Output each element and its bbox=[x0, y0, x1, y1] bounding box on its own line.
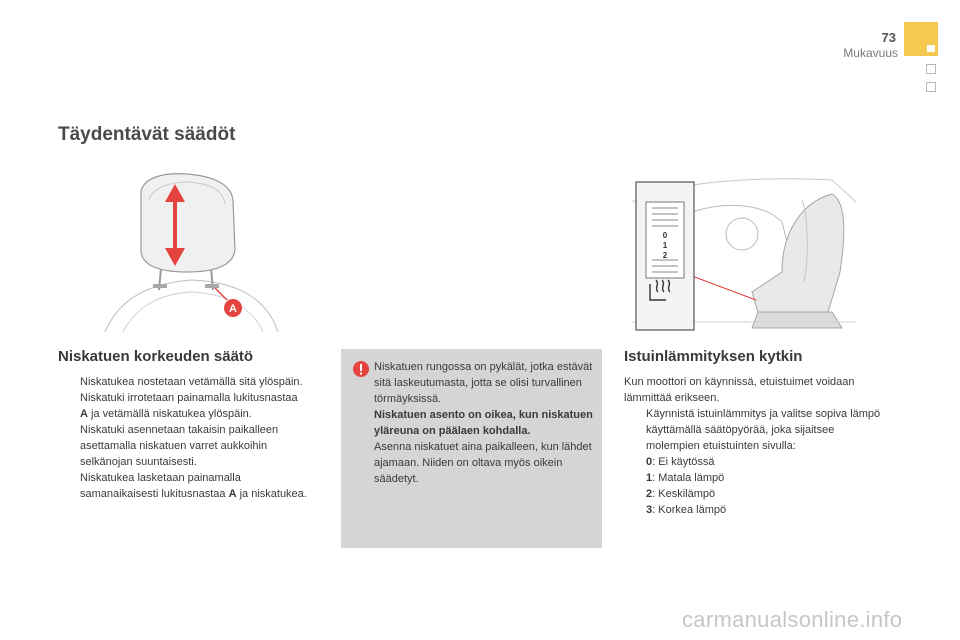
button-a-label: A bbox=[229, 303, 237, 315]
dial-label-1: 1 bbox=[662, 241, 668, 250]
list-item: Käynnistä istuinlämmitys ja valitse sopiva lämpö käyttämällä säätöpyörää, joka sijaitsee molempien etuistuinten sivulla: bbox=[646, 408, 881, 452]
nav-square-2[interactable] bbox=[926, 82, 936, 92]
list-item: 1: Matala lämpö bbox=[646, 472, 725, 484]
warning-icon bbox=[353, 361, 369, 377]
list-item: Niskatuki asennetaan takaisin paikalleen asettamalla niskatuen varret aukkoihin selkänojan suuntaisesti. bbox=[80, 424, 279, 468]
warning-paragraph-1: Niskatuen rungossa on pykälät, jotka estävät sitä laskeutumasta, jotta se olisi turvallinen törmäyksissä. bbox=[374, 361, 593, 405]
dial-label-0: 0 bbox=[662, 231, 668, 240]
tab-marker-icon bbox=[927, 45, 935, 52]
section-name: Mukavuus bbox=[843, 46, 898, 60]
list-item: 0: Ei käytössä bbox=[646, 456, 715, 468]
seat-back-outline bbox=[105, 280, 278, 332]
nav-square-1[interactable] bbox=[926, 64, 936, 74]
warning-paragraph-3: Asenna niskatuet aina paikalleen, kun lähdet ajamaan. Niiden on oltava myös oikein säädetyt. bbox=[374, 441, 592, 485]
warning-paragraph-2: Niskatuen asento on oikea, kun niskatuen yläreuna on päälaen kohdalla. bbox=[374, 409, 593, 437]
headrest-section-title: Niskatuen korkeuden säätö bbox=[58, 348, 254, 365]
headrest-instructions bbox=[58, 374, 308, 502]
list-item: Niskatukea lasketaan painamalla samanaikaisesti lukitusnastaa A ja niskatukea. bbox=[80, 472, 307, 500]
heating-levels bbox=[646, 454, 726, 518]
list-item: 3: Korkea lämpö bbox=[646, 504, 727, 516]
dial-label-2: 2 bbox=[662, 251, 668, 260]
list-item: Niskatuki irrotetaan painamalla lukitusnastaa A ja vetämällä niskatukea ylöspäin. bbox=[80, 392, 298, 420]
section-tab[interactable] bbox=[904, 22, 938, 56]
seat-heating-instructions bbox=[624, 406, 886, 454]
page-title: Täydentävät säädöt bbox=[58, 124, 236, 145]
seat-heating-illustration bbox=[632, 172, 856, 334]
watermark: carmanualsonline.info bbox=[682, 607, 903, 632]
seat-heating-intro: Kun moottori on käynnissä, etuistuimet voidaan lämmittää erikseen. bbox=[624, 376, 855, 404]
page-number: 73 bbox=[881, 30, 896, 45]
seat-heating-section-title: Istuinlämmityksen kytkin bbox=[624, 348, 803, 365]
headrest-shape bbox=[141, 174, 235, 272]
headrest-illustration bbox=[103, 172, 280, 334]
warning-box bbox=[341, 349, 602, 548]
list-item: 2: Keskilämpö bbox=[646, 488, 716, 500]
list-item: Niskatukea nostetaan vetämällä sitä ylöspäin. bbox=[80, 376, 303, 388]
